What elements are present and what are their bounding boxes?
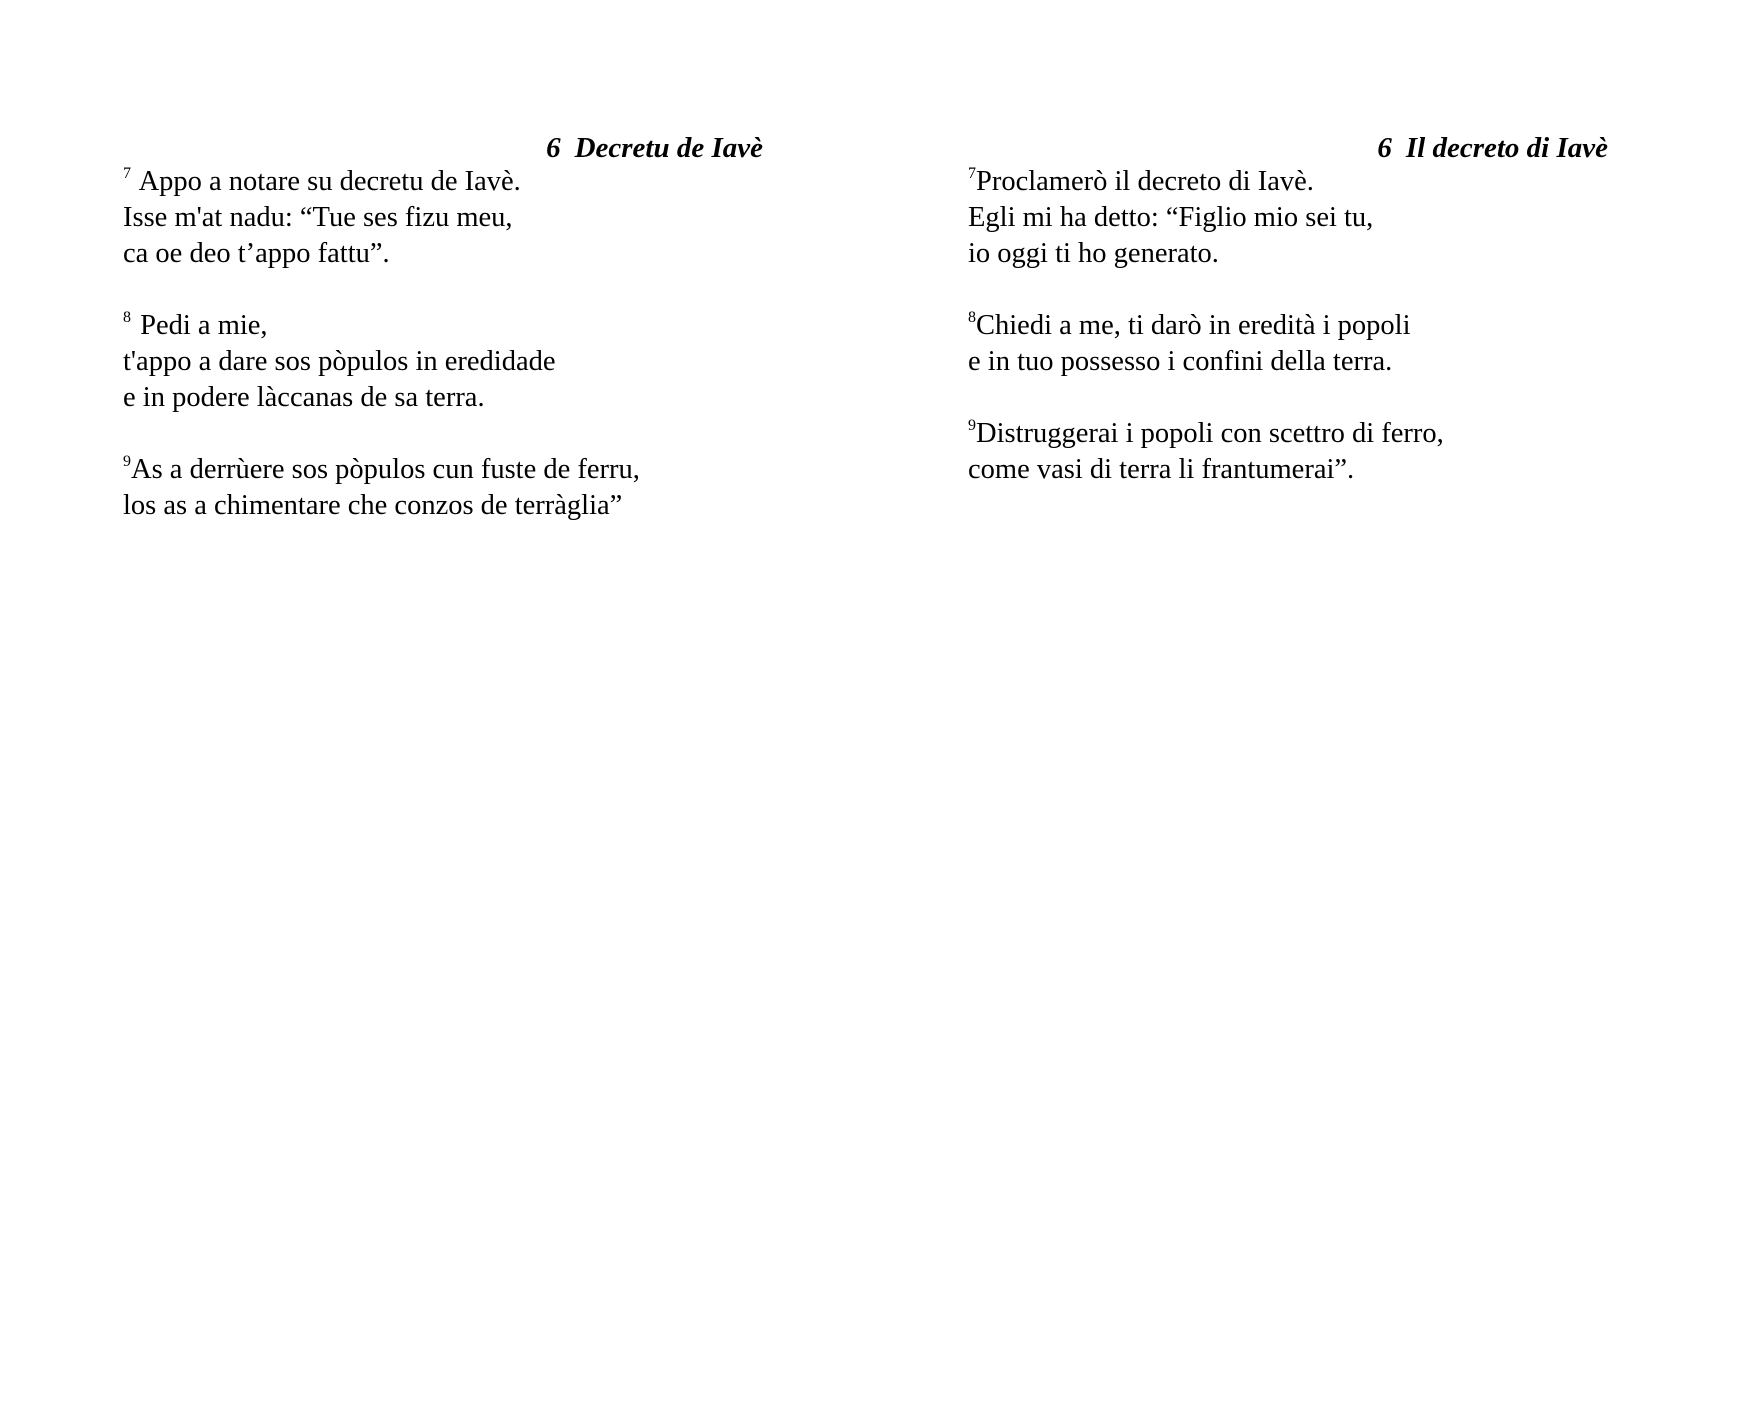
stanza-verse-7: [123, 164, 763, 272]
section-title-text: Decretu de Iavè: [574, 132, 763, 164]
verse-line: $^7$ Appo a notare su decretu de Iavè.: [123, 165, 521, 197]
verse-number: 7: [968, 165, 976, 182]
verse-line: $^8$ Pedi a mie,: [123, 309, 268, 341]
italian-column: [968, 130, 1608, 524]
section-title-sardinian: [123, 130, 763, 166]
verse-number: 7: [123, 165, 131, 182]
verse-line: $^7$Proclamerò il decreto di Iavè.: [968, 165, 1314, 197]
stanza-verse-7: [968, 164, 1608, 272]
verse-number: 8: [123, 309, 131, 326]
stanza-verse-8: [968, 308, 1608, 380]
stanza-verse-9: [123, 452, 763, 524]
verse-line: come vasi di terra li frantumerai”.: [968, 454, 1355, 485]
verse-line: los as a chimentare che conzos de terràglia”: [123, 490, 623, 521]
section-number: 6: [1377, 132, 1392, 164]
verse-line: $^9$As a derrùere sos pòpulos cun fuste de ferru,: [123, 453, 640, 485]
verse-number: 8: [968, 309, 976, 326]
verse-line: $^9$Distruggerai i popoli con scettro di ferro,: [968, 417, 1444, 449]
stanza-verse-8: [123, 308, 763, 416]
verse-line: e in podere làccanas de sa terra.: [123, 382, 485, 413]
verse-line: Egli mi ha detto: “Figlio mio sei tu,: [968, 202, 1374, 233]
section-title-text: Il decreto di Iavè: [1405, 132, 1608, 164]
verse-line: e in tuo possesso i confini della terra.: [968, 346, 1393, 377]
verse-line: io oggi ti ho generato.: [968, 238, 1219, 269]
verse-line: Isse m'at nadu: “Tue ses fizu meu,: [123, 202, 513, 233]
verse-number: 9: [123, 453, 131, 470]
verse-number: 9: [968, 417, 976, 434]
stanza-verse-9: [968, 416, 1608, 488]
verse-line: $^8$Chiedi a me, ti darò in eredità i popoli: [968, 309, 1411, 341]
verse-line: ca oe deo t’appo fattu”.: [123, 238, 390, 269]
verse-line: t'appo a dare sos pòpulos in eredidade: [123, 346, 556, 377]
section-number: 6: [546, 132, 561, 164]
section-title-italian: [968, 130, 1608, 166]
sardinian-column: [123, 130, 763, 560]
